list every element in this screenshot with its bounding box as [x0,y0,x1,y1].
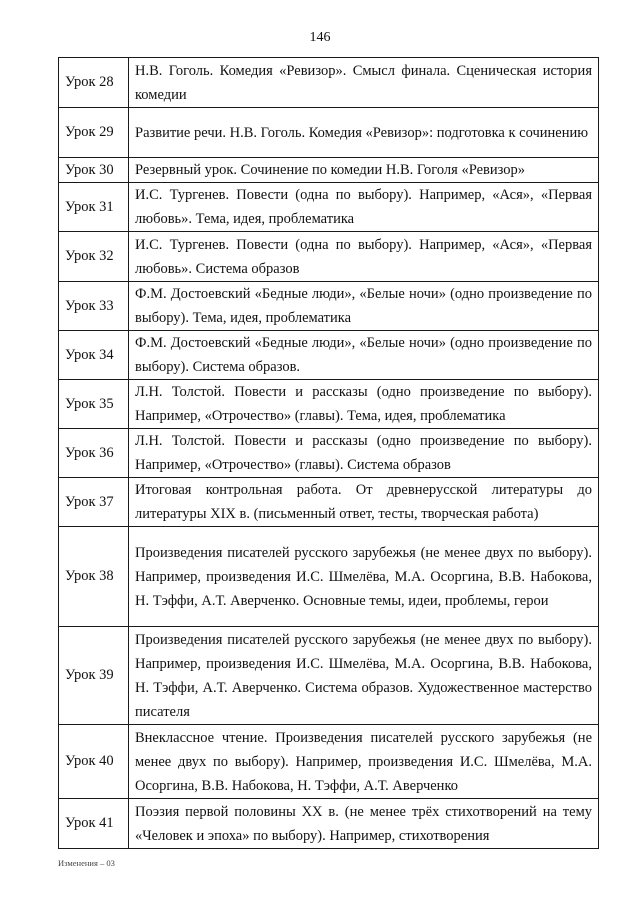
table-row [59,527,599,627]
lesson-topic: Резервный урок. Сочинение по комедии Н.В. Гоголя «Ревизор» [129,158,599,183]
lesson-number: Урок 37 [59,478,129,527]
table-row [59,158,599,183]
lesson-number: Урок 30 [59,158,129,183]
lesson-topic: И.С. Тургенев. Повести (одна по выбору). Например, «Ася», «Первая любовь». Тема, идея, проблематика [129,183,599,232]
table-row [59,108,599,158]
lesson-number: Урок 35 [59,380,129,429]
table-row [59,429,599,478]
page-number: 146 [309,30,331,45]
lesson-number: Урок 41 [59,799,129,849]
lesson-topic: Итоговая контрольная работа. От древнерусской литературы до литературы XIX в. (письменный ответ, тесты, творческая работа) [129,478,599,527]
lesson-number: Урок 34 [59,331,129,380]
lesson-topic: Поэзия первой половины XX в. (не менее трёх стихотворений на тему «Человек и эпоха» по выбору). Например, стихотворения [129,799,599,849]
lesson-number: Урок 28 [59,58,129,108]
lesson-topic: Л.Н. Толстой. Повести и рассказы (одно произведение по выбору). Например, «Отрочество» (главы). Система образов [129,429,599,478]
table-row [59,725,599,799]
table-row [59,282,599,331]
lesson-topic: Развитие речи. Н.В. Гоголь. Комедия «Ревизор»: подготовка к сочинению [129,108,599,158]
table-row [59,331,599,380]
lesson-number: Урок 39 [59,627,129,725]
lesson-number: Урок 31 [59,183,129,232]
lesson-number: Урок 32 [59,232,129,282]
lesson-number: Урок 38 [59,527,129,627]
table-row [59,58,599,108]
lesson-topic: Л.Н. Толстой. Повести и рассказы (одно произведение по выбору). Например, «Отрочество» (главы). Тема, идея, проблематика [129,380,599,429]
table-row [59,799,599,849]
lessons-table [58,57,599,849]
lesson-topic: Внеклассное чтение. Произведения писателей русского зарубежья (не менее двух по выбору). Например, произведения И.С. Шмелёва, М.А. Осоргина, В.В. Набокова, Н. Тэффи, А.Т. Аверченко [129,725,599,799]
lesson-topic: Произведения писателей русского зарубежья (не менее двух по выбору). Например, произведения И.С. Шмелёва, М.А. Осоргина, В.В. Набокова, Н. Тэффи, А.Т. Аверченко. Система образов. Художественное мастерство писателя [129,627,599,725]
lesson-topic: Н.В. Гоголь. Комедия «Ревизор». Смысл финала. Сценическая история комедии [129,58,599,108]
table-row [59,232,599,282]
lesson-number: Урок 29 [59,108,129,158]
lesson-topic: Ф.М. Достоевский «Бедные люди», «Белые ночи» (одно произведение по выбору). Тема, идея, проблематика [129,282,599,331]
lesson-topic: Произведения писателей русского зарубежья (не менее двух по выбору). Например, произведения И.С. Шмелёва, М.А. Осоргина, В.В. Набокова, Н. Тэффи, А.Т. Аверченко. Основные темы, идеи, проблемы, герои [129,527,599,627]
revision-note: Изменения – 03 [58,858,115,868]
table-row [59,183,599,232]
table-row [59,380,599,429]
lesson-number: Урок 40 [59,725,129,799]
lesson-number: Урок 33 [59,282,129,331]
table-row [59,627,599,725]
lesson-topic: И.С. Тургенев. Повести (одна по выбору). Например, «Ася», «Первая любовь». Система образов [129,232,599,282]
table-row [59,478,599,527]
lesson-number: Урок 36 [59,429,129,478]
lesson-topic: Ф.М. Достоевский «Бедные люди», «Белые ночи» (одно произведение по выбору). Система образов. [129,331,599,380]
